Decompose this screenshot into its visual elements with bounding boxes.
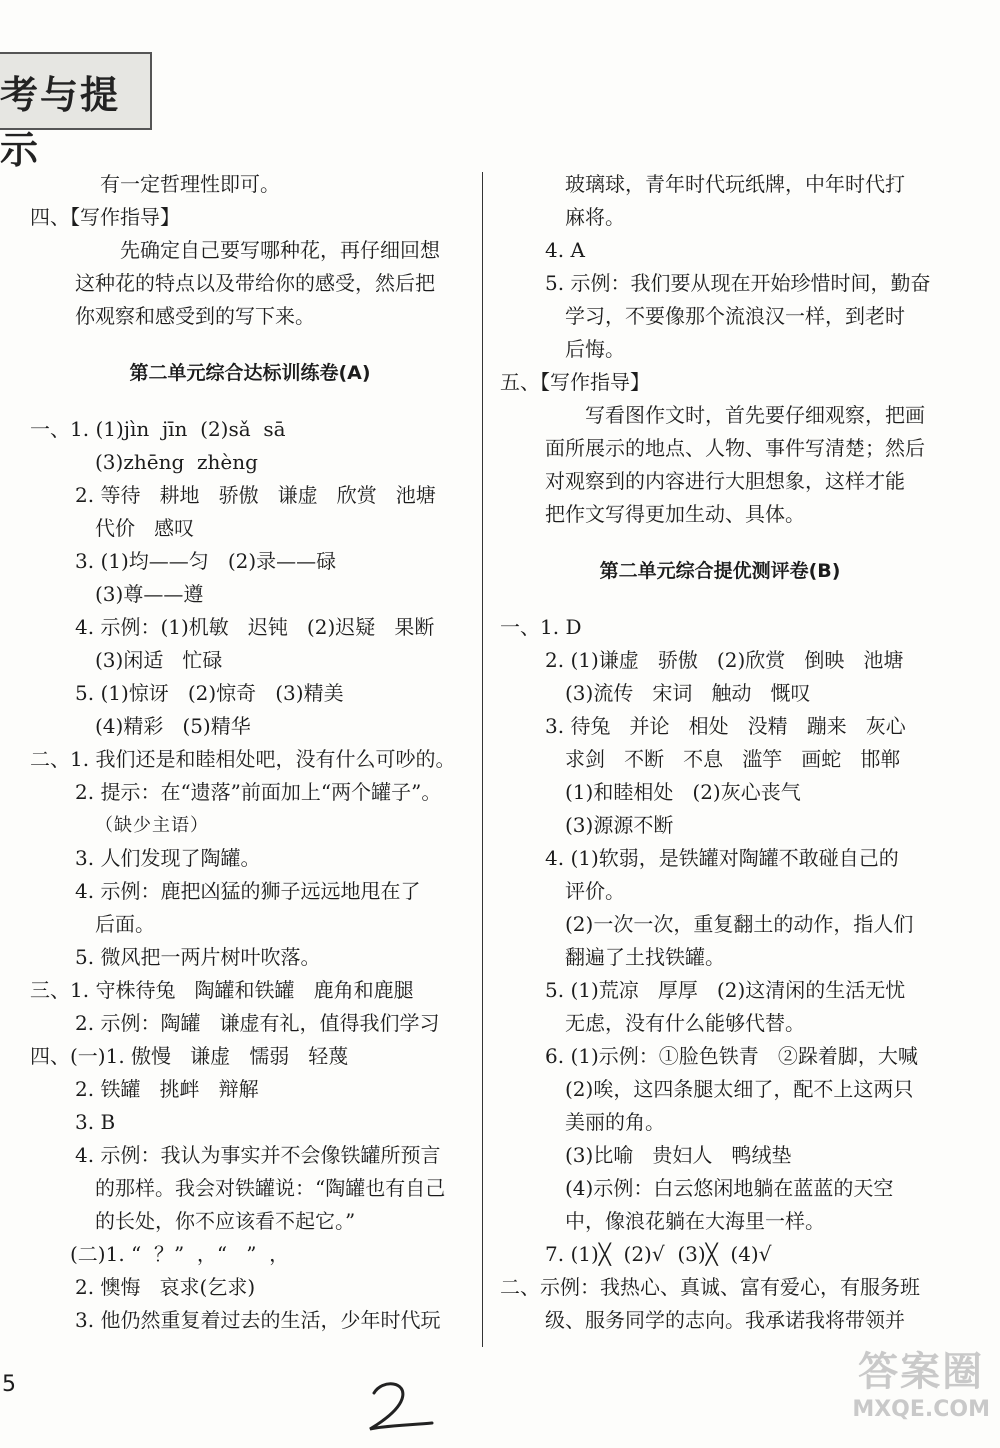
answer-line: 四、【写作指导】	[30, 205, 180, 229]
answer-line: 5. 示例：我们要从现在开始珍惜时间，勤奋	[545, 271, 931, 295]
answer-line: 5. 微风把一两片树叶吹落。	[75, 945, 321, 969]
answer-line: 中，像浪花躺在大海里一样。	[565, 1209, 825, 1233]
answer-line: 5. (1)惊讶 (2)惊奇 (3)精美	[75, 681, 344, 705]
answer-line: 对观察到的内容进行大胆想象，这样才能	[545, 469, 905, 493]
answer-line: 先确定自己要写哪种花，再仔细回想	[120, 238, 440, 262]
answer-line: 把作文写得更加生动、具体。	[545, 502, 805, 526]
answer-line: 2. 示例：陶罐 谦虚有礼，值得我们学习	[75, 1011, 440, 1035]
answer-line: 玻璃球，青年时代玩纸牌，中年时代打	[565, 172, 905, 196]
answer-line: 麻将。	[565, 205, 625, 229]
answer-line: (4)精彩 (5)精华	[95, 714, 251, 738]
left-column	[30, 168, 470, 1337]
answer-line: 2. 铁罐 挑衅 辩解	[75, 1077, 259, 1101]
answer-line: 7. (1)╳ (2)√ (3)╳ (4)√	[545, 1242, 772, 1266]
answer-line: (二)1. “ ？” ，“ ” ，	[70, 1242, 290, 1266]
answer-line: 3. 人们发现了陶罐。	[75, 846, 261, 870]
section-header-title: 考与提示	[0, 73, 121, 172]
answer-line: 后悔。	[565, 337, 625, 361]
answer-line: 一、1. (1)jìn jīn (2)sǎ sā	[30, 417, 286, 441]
answer-line: 3. 待兔 并论 相处 没精 蹦来 灰心	[545, 714, 906, 738]
watermark	[852, 1340, 990, 1422]
answer-line: 这种花的特点以及带给你的感受，然后把	[75, 271, 435, 295]
answer-line: 4. A	[545, 238, 585, 262]
answer-line: 无虑，没有什么能够代替。	[565, 1011, 805, 1035]
handwritten-mark	[360, 1375, 440, 1435]
answer-line: 有一定哲理性即可。	[100, 172, 280, 196]
watermark-text: 答案圈	[858, 1349, 985, 1395]
answer-line: 学习，不要像那个流浪汉一样，到老时	[565, 304, 905, 328]
section-title: 第二单元综合达标训练卷(A)	[129, 362, 371, 384]
answer-line: 后面。	[95, 912, 155, 936]
section-header-box	[0, 52, 152, 172]
answer-line: 3. (1)均——匀 (2)录——碌	[75, 549, 337, 573]
answer-line: 4. 示例：我认为事实并不会像铁罐所预言	[75, 1143, 441, 1167]
answer-line: 五、【写作指导】	[500, 370, 650, 394]
answer-line: (3)尊——遵	[95, 582, 204, 606]
answer-line: 写看图作文时，首先要仔细观察，把画	[585, 403, 925, 427]
answer-line: 二、1. 我们还是和睦相处吧，没有什么可吵的。	[30, 747, 456, 771]
answer-line: 4. 示例：(1)机敏 迟钝 (2)迟疑 果断	[75, 615, 435, 639]
answer-line: 6. (1)示例：①脸色铁青 ②跺着脚，大喊	[545, 1044, 918, 1068]
answer-line: (3)源源不断	[565, 813, 674, 837]
answer-line: 4. 示例：鹿把凶猛的狮子远远地甩在了	[75, 879, 421, 903]
answer-line: 代价 感叹	[95, 516, 195, 540]
answer-line: (3)比喻 贵妇人 鸭绒垫	[565, 1143, 792, 1167]
answer-line: 5. (1)荒凉 厚厚 (2)这清闲的生活无忧	[545, 978, 906, 1002]
answer-line: 2. (1)谦虚 骄傲 (2)欣赏 倒映 池塘	[545, 648, 904, 672]
answer-line: 求剑 不断 不息 滥竽 画蛇 邯郸	[565, 747, 901, 771]
answer-line: 2. 提示：在“遗落”前面加上“两个罐子”。	[75, 780, 442, 804]
answer-line: 翻遍了土找铁罐。	[565, 945, 725, 969]
answer-line: 的那样。我会对铁罐说：“陶罐也有自己	[95, 1176, 446, 1200]
answer-line: (2)一次一次，重复翻土的动作，指人们	[565, 912, 914, 936]
answer-line: 三、1. 守株待兔 陶罐和铁罐 鹿角和鹿腿	[30, 978, 414, 1002]
answer-line: 评价。	[565, 879, 625, 903]
answer-line: 3. B	[75, 1110, 116, 1134]
answer-line: (4)示例：白云悠闲地躺在蓝蓝的天空	[565, 1176, 894, 1200]
answer-line: 3. 他仍然重复着过去的生活，少年时代玩	[75, 1308, 441, 1332]
answer-line: 你观察和感受到的写下来。	[75, 304, 315, 328]
answer-line: 四、(一)1. 傲慢 谦虚 懦弱 轻蔑	[30, 1044, 349, 1068]
answer-line: 二、示例：我热心、真诚、富有爱心，有服务班	[500, 1275, 920, 1299]
answer-line: (1)和睦相处 (2)灰心丧气	[565, 780, 801, 804]
answer-line: 面所展示的地点、人物、事件写清楚；然后	[545, 436, 925, 460]
answer-line: (3)zhēng zhèng	[95, 450, 258, 474]
answer-line: 美丽的角。	[565, 1110, 665, 1134]
answer-line: (3)流传 宋词 触动 慨叹	[565, 681, 811, 705]
answer-line: (3)闲适 忙碌	[95, 648, 223, 672]
answer-line: 的长处，你不应该看不起它。”	[95, 1209, 356, 1233]
answer-line: 级、服务同学的志向。我承诺我将带领并	[545, 1308, 905, 1332]
handwritten-note: （缺少主语）	[95, 815, 209, 836]
section-title: 第二单元综合提优测评卷(B)	[599, 560, 841, 582]
answer-line: 2. 等待 耕地 骄傲 谦虚 欣赏 池塘	[75, 483, 436, 507]
answer-line: 4. (1)软弱，是铁罐对陶罐不敢碰自己的	[545, 846, 899, 870]
answer-line: 2. 懊悔 哀求(乞求)	[75, 1275, 256, 1299]
answer-line: 一、1. D	[500, 615, 582, 639]
answer-line: (2)唉，这四条腿太细了，配不上这两只	[565, 1077, 914, 1101]
page-number: 5	[2, 1372, 16, 1397]
watermark-url: MXQE.COM	[852, 1397, 990, 1422]
column-divider	[482, 172, 483, 1347]
right-column	[500, 168, 940, 1337]
